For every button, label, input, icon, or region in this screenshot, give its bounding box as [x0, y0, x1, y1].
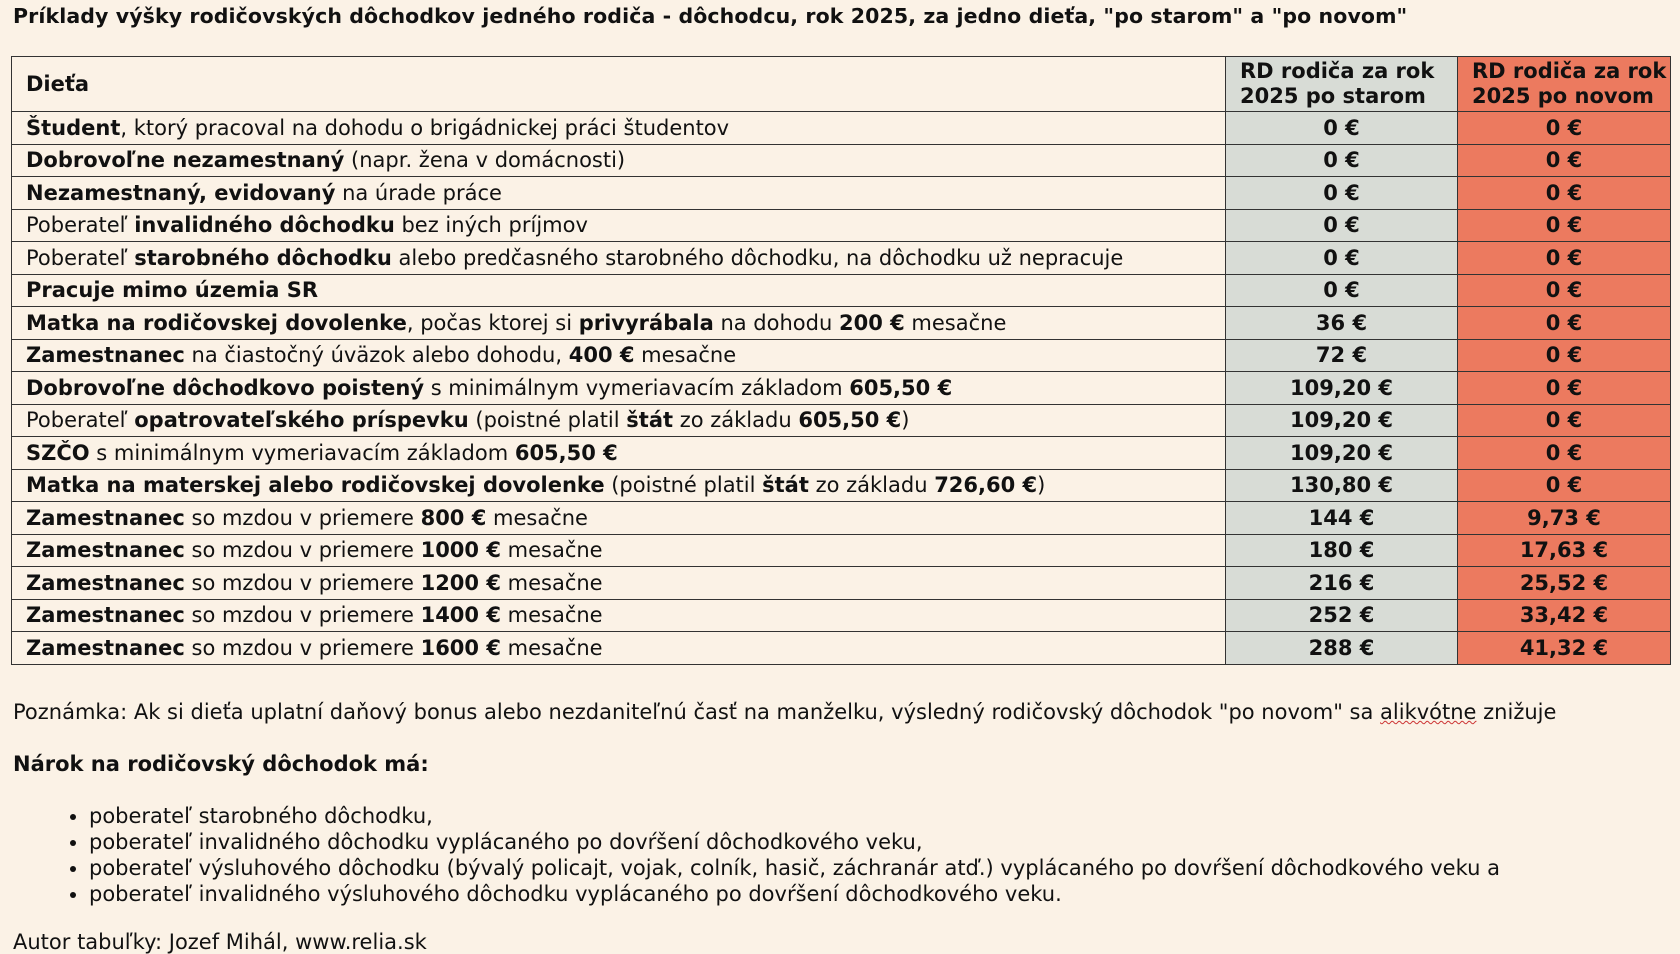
- description-text: so mzdou v priemere: [184, 570, 421, 595]
- child-description: [12, 469, 1226, 502]
- description-bold: 1600 €: [420, 635, 501, 660]
- description-bold: 605,50 €: [514, 440, 618, 465]
- description-text: na čiastočný úväzok alebo dohodu,: [184, 343, 569, 368]
- description-bold: starobného dôchodku: [134, 245, 392, 270]
- description-text: Poberateľ: [26, 245, 135, 270]
- description-text: mesačne: [486, 505, 588, 530]
- value-new: 33,42 €: [1458, 599, 1671, 632]
- value-new: 0 €: [1458, 177, 1671, 210]
- table-row: [12, 502, 1671, 535]
- value-old: 144 €: [1226, 502, 1458, 535]
- table-row: [12, 144, 1671, 177]
- description-text: s minimálnym vymeriavacím základom: [424, 375, 850, 400]
- value-old: 72 €: [1226, 339, 1458, 372]
- description-bold: štát: [762, 473, 809, 498]
- value-old: 0 €: [1226, 144, 1458, 177]
- table-row: [12, 534, 1671, 567]
- value-old: 109,20 €: [1226, 372, 1458, 405]
- value-old: 130,80 €: [1226, 469, 1458, 502]
- description-bold: 605,50 €: [849, 375, 953, 400]
- child-description: [12, 372, 1226, 405]
- description-text: na dohodu: [713, 310, 839, 335]
- value-new: 41,32 €: [1458, 632, 1671, 665]
- description-text: , počas ktorej si: [406, 310, 579, 335]
- value-new: 0 €: [1458, 112, 1671, 145]
- description-text: s minimálnym vymeriavacím základom: [89, 440, 515, 465]
- header-old-line2: 2025 po starom: [1240, 84, 1426, 108]
- value-new: 0 €: [1458, 242, 1671, 275]
- description-bold: 200 €: [838, 310, 905, 335]
- table-row: [12, 177, 1671, 210]
- table-row: [12, 567, 1671, 600]
- child-description: [12, 177, 1226, 210]
- value-old: 109,20 €: [1226, 437, 1458, 470]
- description-bold: Zamestnanec: [26, 570, 185, 595]
- description-text: mesačne: [500, 570, 603, 595]
- child-description: [12, 144, 1226, 177]
- value-new: 0 €: [1458, 209, 1671, 242]
- claim-title: Nárok na rodičovský dôchodok má:: [13, 752, 429, 776]
- description-bold: štát: [626, 408, 674, 433]
- page-title: Príklady výšky rodičovských dôchodkov jedného rodiča - dôchodcu, rok 2025, za jedno dieťa, "po starom" a "po novom": [13, 4, 1408, 28]
- child-description: [12, 437, 1226, 470]
- list-item: • poberateľ starobného dôchodku,: [89, 803, 1500, 829]
- description-bold: 800 €: [420, 505, 487, 530]
- child-description: [12, 274, 1226, 307]
- value-old: 0 €: [1226, 274, 1458, 307]
- description-text: zo základu: [808, 473, 935, 498]
- child-description: [12, 209, 1226, 242]
- description-bold: privyrábala: [578, 310, 714, 335]
- list-item: • poberateľ invalidného výsluhového dôchodku vyplácaného po dovŕšení dôchodkového veku.: [89, 881, 1500, 907]
- table-row: [12, 632, 1671, 665]
- author-line: Autor tabuľky: Jozef Mihál, www.relia.sk: [13, 930, 427, 954]
- value-new: 0 €: [1458, 144, 1671, 177]
- note-marked-word: alikvótne: [1380, 700, 1477, 724]
- child-description: [12, 404, 1226, 437]
- description-bold: Zamestnanec: [26, 505, 185, 530]
- value-new: 17,63 €: [1458, 534, 1671, 567]
- note-text-end: znižuje: [1476, 700, 1557, 724]
- pension-table: [11, 56, 1671, 665]
- header-old: [1226, 57, 1458, 112]
- note-text: Poznámka: Ak si dieťa uplatní daňový bonus alebo nezdaniteľnú časť na manželku, výsledný rodičovský dôchodok "po novom" sa: [13, 700, 1381, 724]
- header-new-line2: 2025 po novom: [1472, 84, 1654, 108]
- description-bold: Dobrovoľne nezamestnaný: [26, 148, 345, 173]
- description-bold: SZČO: [26, 440, 90, 465]
- value-old: 0 €: [1226, 242, 1458, 275]
- child-description: [12, 112, 1226, 145]
- value-new: 25,52 €: [1458, 567, 1671, 600]
- value-old: 216 €: [1226, 567, 1458, 600]
- value-new: 0 €: [1458, 274, 1671, 307]
- table-row: [12, 404, 1671, 437]
- child-description: [12, 502, 1226, 535]
- child-description: [12, 632, 1226, 665]
- value-old: 0 €: [1226, 177, 1458, 210]
- table-row: [12, 112, 1671, 145]
- child-description: [12, 599, 1226, 632]
- claim-list: [0, 803, 1500, 907]
- description-text: mesačne: [904, 310, 1007, 335]
- description-bold: 1200 €: [420, 570, 501, 595]
- child-description: [12, 242, 1226, 275]
- value-new: 0 €: [1458, 404, 1671, 437]
- description-bold: Zamestnanec: [26, 538, 185, 563]
- description-bold: Zamestnanec: [26, 603, 185, 628]
- description-bold: Nezamestnaný, evidovaný: [26, 180, 336, 205]
- description-text: so mzdou v priemere: [184, 603, 421, 628]
- description-bold: Matka na materskej alebo rodičovskej dovolenke: [26, 473, 605, 498]
- value-old: 0 €: [1226, 112, 1458, 145]
- value-old: 252 €: [1226, 599, 1458, 632]
- description-bold: 605,50 €: [798, 408, 902, 433]
- description-text: mesačne: [500, 538, 603, 563]
- description-bold: 1000 €: [420, 538, 501, 563]
- header-old-line1: RD rodiča za rok: [1240, 59, 1435, 83]
- header-new: [1458, 57, 1671, 112]
- child-description: [12, 307, 1226, 340]
- description-text: (poistné platil: [468, 408, 627, 433]
- value-new: 0 €: [1458, 469, 1671, 502]
- description-text: Poberateľ: [26, 213, 135, 238]
- value-old: 109,20 €: [1226, 404, 1458, 437]
- table-row: [12, 242, 1671, 275]
- description-text: so mzdou v priemere: [184, 505, 421, 530]
- table-row: [12, 339, 1671, 372]
- description-text: so mzdou v priemere: [184, 538, 421, 563]
- table-row: [12, 307, 1671, 340]
- header-new-line1: RD rodiča za rok: [1472, 59, 1667, 83]
- description-bold: Dobrovoľne dôchodkovo poistený: [26, 375, 425, 400]
- child-description: [12, 339, 1226, 372]
- description-text: Poberateľ: [26, 408, 135, 433]
- list-item: • poberateľ invalidného dôchodku vyplácaného po dovŕšení dôchodkového veku,: [89, 829, 1500, 855]
- description-bold: 1400 €: [420, 603, 501, 628]
- description-bold: Zamestnanec: [26, 343, 185, 368]
- description-text: na úrade práce: [335, 180, 502, 205]
- value-old: 288 €: [1226, 632, 1458, 665]
- description-text: (napr. žena v domácnosti): [344, 148, 626, 173]
- description-text: (poistné platil: [604, 473, 763, 498]
- value-new: 0 €: [1458, 437, 1671, 470]
- description-bold: 400 €: [568, 343, 635, 368]
- header-child: Dieťa: [12, 57, 1226, 112]
- value-new: 9,73 €: [1458, 502, 1671, 535]
- list-item: • poberateľ výsluhového dôchodku (bývalý policajt, vojak, colník, hasič, záchranár atď.) vyplácaného po dovŕšení dôchodkového veku a: [89, 855, 1500, 881]
- description-text: bez iných príjmov: [394, 213, 588, 238]
- value-new: 0 €: [1458, 307, 1671, 340]
- description-text: alebo predčasného starobného dôchodku, na dôchodku už nepracuje: [391, 245, 1124, 270]
- table-body: [12, 112, 1671, 665]
- table-row: [12, 599, 1671, 632]
- value-old: 0 €: [1226, 209, 1458, 242]
- description-bold: Pracuje mimo územia SR: [26, 278, 319, 303]
- note: [13, 700, 1556, 724]
- description-bold: Zamestnanec: [26, 635, 185, 660]
- value-old: 36 €: [1226, 307, 1458, 340]
- table-header-row: [12, 57, 1671, 112]
- description-bold: 726,60 €: [934, 473, 1038, 498]
- description-text: so mzdou v priemere: [184, 635, 421, 660]
- table-row: [12, 372, 1671, 405]
- value-new: 0 €: [1458, 372, 1671, 405]
- description-text: , ktorý pracoval na dohodu o brigádnickej práci študentov: [120, 115, 730, 140]
- description-text: ): [1037, 473, 1046, 498]
- value-new: 0 €: [1458, 339, 1671, 372]
- description-text: mesačne: [500, 603, 603, 628]
- description-bold: Matka na rodičovskej dovolenke: [26, 310, 407, 335]
- description-text: zo základu: [673, 408, 799, 433]
- table-row: [12, 437, 1671, 470]
- table-row: [12, 209, 1671, 242]
- child-description: [12, 534, 1226, 567]
- table-row: [12, 469, 1671, 502]
- description-text: mesačne: [634, 343, 737, 368]
- value-old: 180 €: [1226, 534, 1458, 567]
- description-bold: invalidného dôchodku: [134, 213, 395, 238]
- table-row: [12, 274, 1671, 307]
- child-description: [12, 567, 1226, 600]
- description-bold: opatrovateľského príspevku: [134, 408, 469, 433]
- description-bold: Študent: [26, 115, 121, 140]
- description-text: mesačne: [500, 635, 603, 660]
- description-text: ): [901, 408, 910, 433]
